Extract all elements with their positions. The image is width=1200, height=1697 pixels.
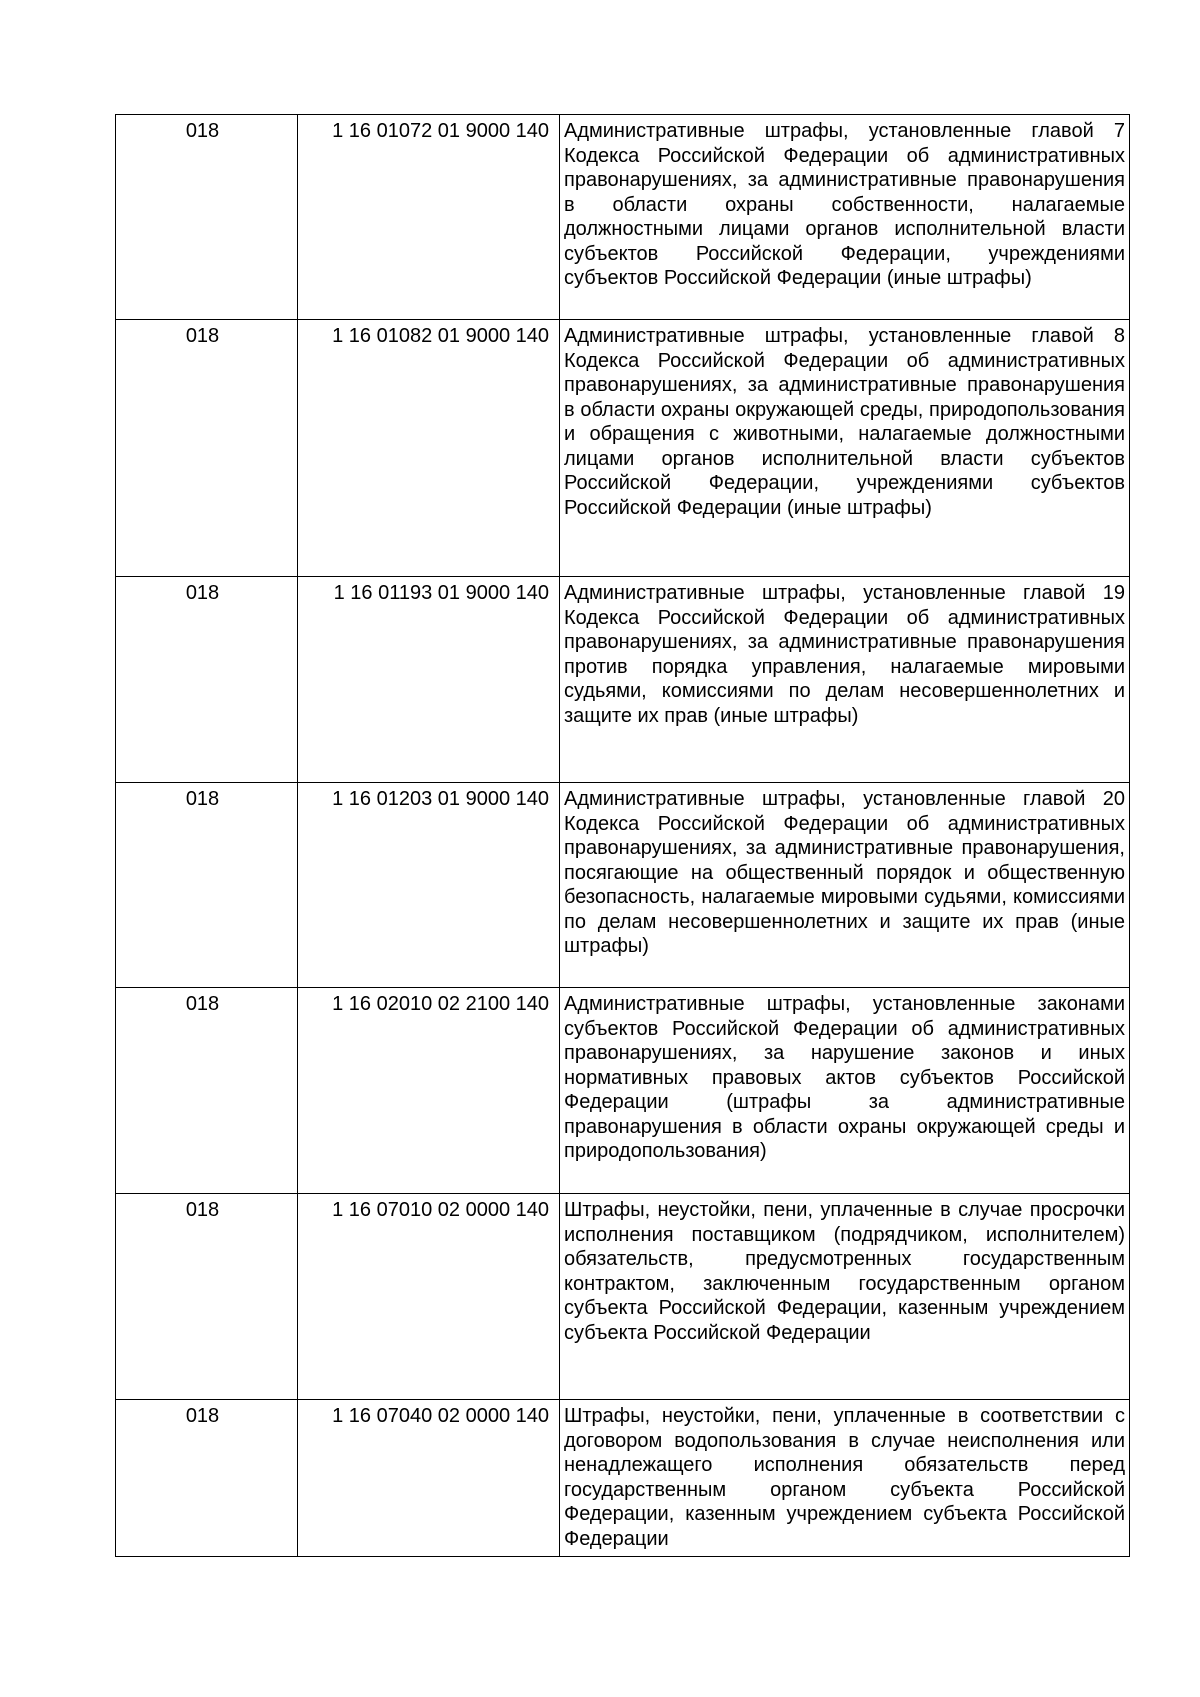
table-row — [116, 1194, 1130, 1400]
description-cell: Административные штрафы, установленные главой 7 Кодекса Российской Федерации об административных правонарушениях, за административные правонарушения в области охраны собственности, налагаемые должностными лицами органов исполнительной власти субъектов Российской Федерации, учреждениями субъектов Российской Федерации (иные штрафы) — [560, 115, 1130, 320]
description-cell: Административные штрафы, установленные главой 20 Кодекса Российской Федерации об административных правонарушениях, за административные правонарушения, посягающие на общественный порядок и общественную безопасность, налагаемые мировыми судьями, комиссиями по делам несовершеннолетних и защите их прав (иные штрафы) — [560, 783, 1130, 988]
kbk-code-cell: 1 16 02010 02 2100 140 — [298, 988, 560, 1194]
table-row — [116, 115, 1130, 320]
table-row — [116, 1400, 1130, 1557]
admin-code-cell: 018 — [116, 1194, 298, 1400]
description-cell: Штрафы, неустойки, пени, уплаченные в соответствии с договором водопользования в случае неисполнения или ненадлежащего исполнения обязательств перед государственным органом субъекта Российской Федерации, казенным учреждением субъекта Российской Федерации — [560, 1400, 1130, 1557]
admin-code-cell: 018 — [116, 577, 298, 783]
table-row — [116, 577, 1130, 783]
kbk-code-cell: 1 16 07010 02 0000 140 — [298, 1194, 560, 1400]
kbk-code-cell: 1 16 01072 01 9000 140 — [298, 115, 560, 320]
admin-code-cell: 018 — [116, 115, 298, 320]
admin-code-cell: 018 — [116, 1400, 298, 1557]
kbk-code-cell: 1 16 07040 02 0000 140 — [298, 1400, 560, 1557]
kbk-code-cell: 1 16 01082 01 9000 140 — [298, 320, 560, 577]
table-row — [116, 783, 1130, 988]
description-cell: Административные штрафы, установленные законами субъектов Российской Федерации об административных правонарушениях, за нарушение законов и иных нормативных правовых актов субъектов Российской Федерации (штрафы за административные правонарушения в области охраны окружающей среды и природопользования) — [560, 988, 1130, 1194]
description-cell: Административные штрафы, установленные главой 8 Кодекса Российской Федерации об административных правонарушениях, за административные правонарушения в области охраны окружающей среды, природопользования и обращения с животными, налагаемые должностными лицами органов исполнительной власти субъектов Российской Федерации, учреждениями субъектов Российской Федерации (иные штрафы) — [560, 320, 1130, 577]
admin-code-cell: 018 — [116, 988, 298, 1194]
admin-code-cell: 018 — [116, 783, 298, 988]
admin-code-cell: 018 — [116, 320, 298, 577]
revenue-codes-table — [115, 114, 1130, 1557]
table-row — [116, 988, 1130, 1194]
description-cell: Административные штрафы, установленные главой 19 Кодекса Российской Федерации об административных правонарушениях, за административные правонарушения против порядка управления, налагаемые мировыми судьями, комиссиями по делам несовершеннолетних и защите их прав (иные штрафы) — [560, 577, 1130, 783]
kbk-code-cell: 1 16 01203 01 9000 140 — [298, 783, 560, 988]
description-cell: Штрафы, неустойки, пени, уплаченные в случае просрочки исполнения поставщиком (подрядчиком, исполнителем) обязательств, предусмотренных государственным контрактом, заключенным государственным органом субъекта Российской Федерации, казенным учреждением субъекта Российской Федерации — [560, 1194, 1130, 1400]
table-row — [116, 320, 1130, 577]
kbk-code-cell: 1 16 01193 01 9000 140 — [298, 577, 560, 783]
